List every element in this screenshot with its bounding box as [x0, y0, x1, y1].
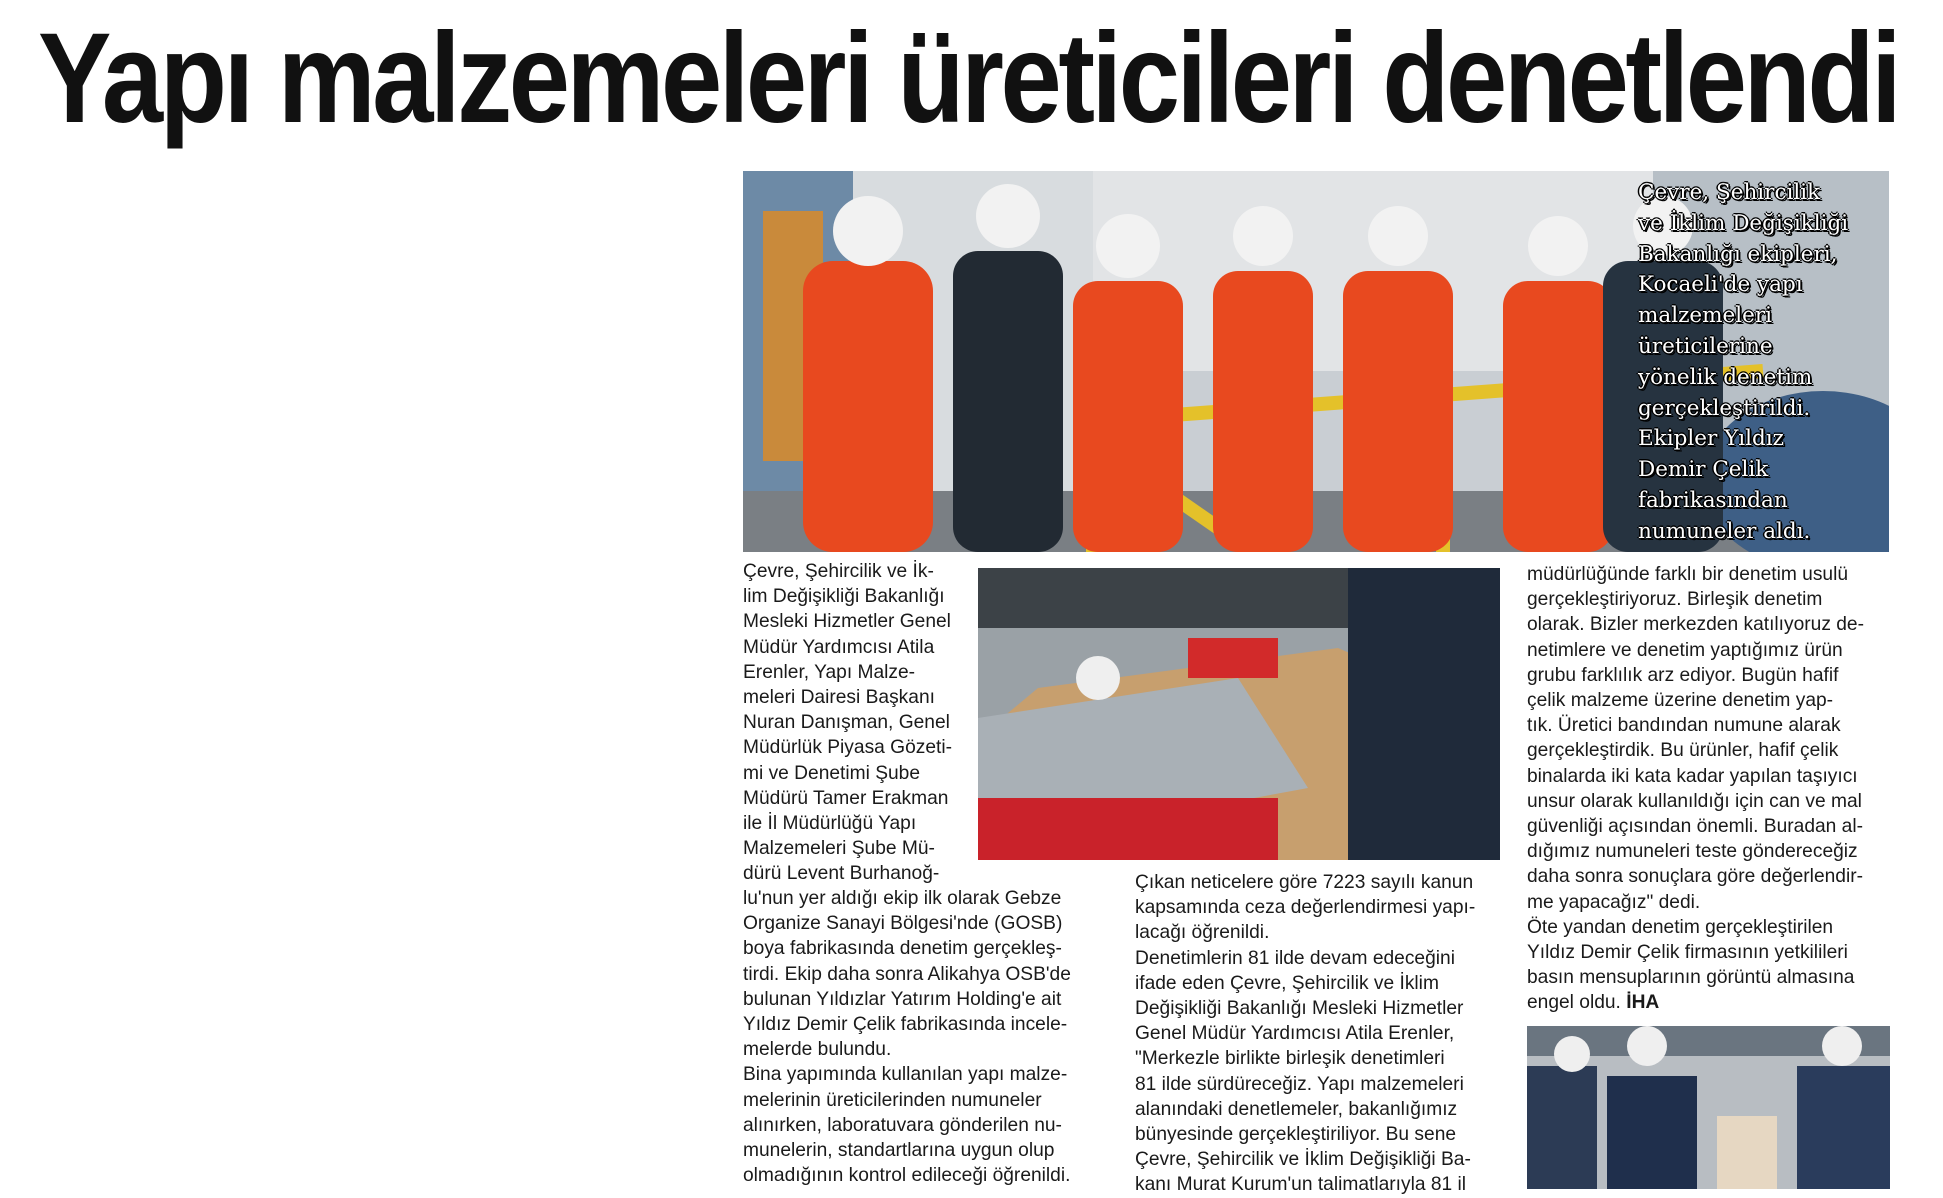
text-line: bulunan Yıldızlar Yatırım Holding'e ait	[743, 988, 1062, 1010]
text-line: 81 ilde sürdüreceğiz. Yapı malzemeleri	[1135, 1073, 1464, 1095]
text-line: Nuran Danışman, Genel	[743, 712, 950, 734]
caption-line: gerçekleştirildi.	[1638, 395, 1811, 421]
text-line: Değişikliği Bakanlığı Mesleki Hizmetler	[1135, 998, 1464, 1020]
text-line: güvenliği açısından önemli. Buradan al-	[1527, 816, 1863, 838]
text-line: Çevre, Şehircilik ve İklim Değişikliği Ba-	[1135, 1149, 1471, 1171]
text-line: basın mensuplarının görüntü almasına	[1527, 967, 1855, 989]
steel-samples-photo	[978, 568, 1500, 860]
article-column-3	[1527, 562, 1897, 1016]
text-line: Müdürlük Piyasa Gözeti-	[743, 737, 953, 759]
caption-line: yönelik denetim	[1638, 364, 1813, 390]
text-line: Malzemeleri Şube Mü-	[743, 838, 935, 860]
headline: Yapı malzemeleri üreticileri denetlendi	[38, 7, 1899, 150]
text-line: kapsamında ceza değerlendirmesi yapı-	[1135, 897, 1476, 919]
text-line: meleri Dairesi Başkanı	[743, 687, 935, 709]
caption-line: Demir Çelik	[1638, 457, 1769, 483]
caption-line: Çevre, Şehircilik	[1638, 180, 1821, 205]
text-line: daha sonra sonuçlara göre değerlendir-	[1527, 866, 1863, 888]
text-line: grubu farklılık arz ediyor. Bugün hafif	[1527, 664, 1839, 686]
text-line: gerçekleştiriyoruz. Birleşik denetim	[1527, 589, 1823, 611]
text-line: Yıldız Demir Çelik fabrikasında incele-	[743, 1014, 1068, 1036]
inspection-team-photo	[1527, 1026, 1890, 1189]
caption-line: üreticilerine	[1638, 333, 1773, 359]
text-line: mi ve Denetimi Şube	[743, 762, 921, 784]
text-line: Erenler, Yapı Malze-	[743, 661, 916, 683]
article-column-2	[1135, 870, 1505, 1198]
caption-line: numuneler aldı.	[1638, 518, 1811, 544]
article-column-1-top	[743, 559, 973, 887]
caption-line: Bakanlığı ekipleri,	[1638, 241, 1838, 267]
text-line: me yapacağız" dedi.	[1527, 891, 1701, 913]
text-line: bünyesinde gerçekleştiriliyor. Bu sene	[1135, 1124, 1457, 1146]
text-line: müdürlüğünde farklı bir denetim usulü	[1527, 564, 1849, 585]
text-line: "Merkezle birlikte birleşik denetimleri	[1135, 1048, 1445, 1070]
text-line: alınırken, laboratuvara gönderilen nu-	[743, 1114, 1062, 1136]
text-line: ile İl Müdürlüğü Yapı	[743, 813, 917, 835]
text-line: ifade eden Çevre, Şehircilik ve İklim	[1135, 972, 1439, 994]
text-line: munelerin, standartlarına uygun olup	[743, 1140, 1055, 1162]
text-line: Çevre, Şehircilik ve İk-	[743, 561, 934, 582]
text-line: Genel Müdür Yardımcısı Atila Erenler,	[1135, 1023, 1455, 1045]
caption-line: ve İklim Değişikliği	[1638, 210, 1849, 236]
text-line-end: engel oldu.	[1527, 992, 1621, 1014]
text-line: Yıldız Demir Çelik firmasının yetkilileri	[1527, 942, 1848, 964]
text-line: Öte yandan denetim gerçekleştirilen	[1527, 916, 1834, 938]
text-line: netimlere ve denetim yaptığımız ürün	[1527, 639, 1843, 661]
text-line: Organize Sanayi Bölgesi'nde (GOSB)	[743, 913, 1063, 935]
text-line: kanı Murat Kurum'un talimatlarıyla 81 il	[1135, 1174, 1467, 1196]
text-line: tık. Üretici bandından numune alarak	[1527, 715, 1841, 737]
text-line: lu'nun yer aldığı ekip ilk olarak Gebze	[743, 888, 1062, 909]
text-line: boya fabrikasında denetim gerçekleş-	[743, 938, 1062, 960]
text-line: alanındaki denetlemeler, bakanlığımız	[1135, 1098, 1458, 1120]
text-line: tirdi. Ekip daha sonra Alikahya OSB'de	[743, 963, 1071, 985]
text-line: Müdür Yardımcısı Atila	[743, 636, 935, 658]
text-line: melerinin üreticilerinden numuneler	[743, 1089, 1042, 1111]
text-line: dürü Levent Burhanoğ-	[743, 863, 940, 885]
steel-sheets-illustration	[978, 568, 1500, 860]
caption-line: Kocaeli'de yapı	[1638, 272, 1803, 298]
text-line: lim Değişikliği Bakanlığı	[743, 586, 945, 608]
text-line: olmadığının kontrol edileceği öğrenildi.	[743, 1165, 1071, 1187]
caption-line: fabrikasından	[1638, 487, 1788, 513]
text-line: gerçekleştirdik. Bu ürünler, hafif çelik	[1527, 740, 1839, 762]
text-line: olarak. Bizler merkezden katılıyoruz de-	[1527, 614, 1864, 636]
caption-line: malzemeleri	[1638, 303, 1772, 329]
text-line: lacağı öğrenildi.	[1135, 922, 1270, 944]
article-column-1-bottom	[743, 886, 1113, 1188]
text-line: Bina yapımında kullanılan yapı malze-	[743, 1064, 1068, 1086]
text-line	[1527, 990, 1897, 1015]
inspectors-illustration	[1527, 1026, 1890, 1189]
text-line: Çıkan neticelere göre 7223 sayılı kanun	[1135, 872, 1474, 893]
text-line: Mesleki Hizmetler Genel	[743, 611, 951, 633]
text-line: dığımız numuneleri teste göndereceğiz	[1527, 841, 1858, 863]
text-line: çelik malzeme üzerine denetim yap-	[1527, 690, 1834, 712]
text-line: melerde bulundu.	[743, 1039, 892, 1061]
text-line: unsur olarak kullanıldığı için can ve mal	[1527, 790, 1862, 812]
caption-line: Ekipler Yıldız	[1638, 426, 1784, 452]
text-line: Denetimlerin 81 ilde devam edeceğini	[1135, 947, 1455, 969]
text-line: binalarda iki kata kadar yapılan taşıyıcı	[1527, 765, 1858, 787]
photo-caption	[1638, 178, 1888, 548]
news-agency-credit: İHA	[1626, 992, 1660, 1014]
text-line: Müdürü Tamer Erakman	[743, 787, 949, 809]
